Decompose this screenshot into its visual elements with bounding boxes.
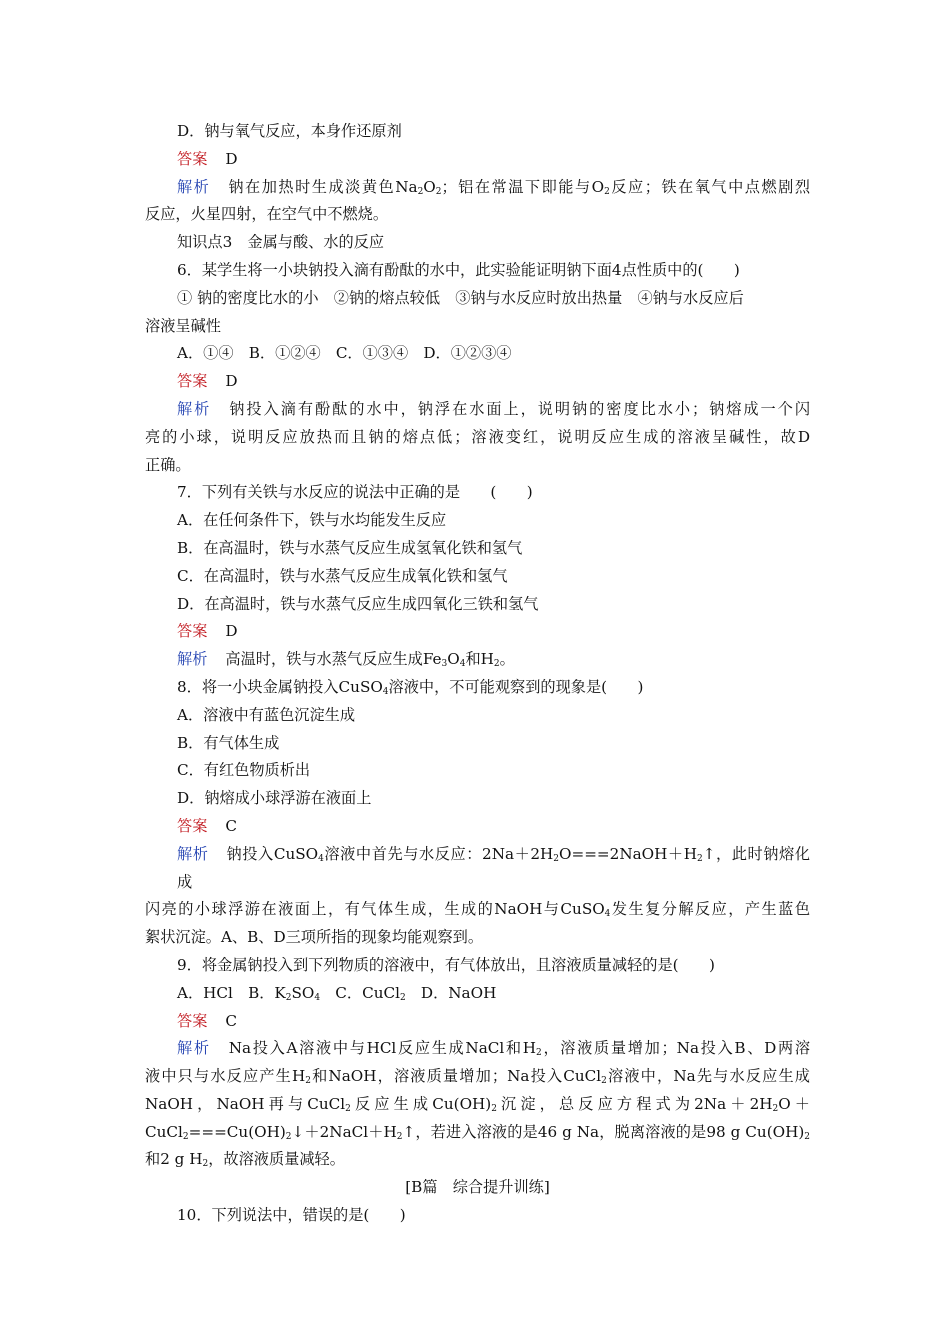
q6-stem: 6．某学生将一小块钠投入滴有酚酞的水中，此实验能证明钠下面4点性质中的( ) <box>177 260 740 279</box>
q7-option-b: B．在高温时，铁与水蒸气反应生成氢氧化铁和氢气 <box>177 538 523 557</box>
q9-stem: 9．将金属钠投入到下列物质的溶液中，有气体放出，且溶液质量减轻的是( ) <box>177 955 715 974</box>
answer-value: D <box>225 372 238 391</box>
answer-value: C <box>225 816 237 835</box>
q7-option-d: D．在高温时，铁与水蒸气反应生成四氧化三铁和氢气 <box>177 594 539 613</box>
analysis-tag: 解析 <box>177 844 209 863</box>
q5-answer <box>145 146 810 174</box>
q6-analysis-line1: 解析 钠投入滴有酚酞的水中，钠浮在水面上，说明钠的密度比水小；钠熔成一个闪 <box>177 399 811 418</box>
section-b-heading: [B篇 综合提升训练] <box>405 1178 550 1197</box>
q6-answer <box>145 368 810 396</box>
q8-answer <box>145 813 810 841</box>
q9-analysis-line3: NaOH，NaOH再与CuCl$_2$反应生成$Cu(OH)_2$沉淀，总反应方程式为$2Na+2H_2O+$ <box>145 1094 810 1114</box>
q6-properties-line1: ① 钠的密度比水的小 ②钠的熔点较低 ③钠与水反应时放出热量 ④钠与水反应后 <box>177 288 744 307</box>
q9-analysis-line4: $CuCl_2===Cu(OH)_2↓+2NaCl+H_2↑$，若进入溶液的是46 g Na，脱离溶液的是98 g $Cu(OH)_2$ <box>145 1122 810 1142</box>
answer-tag: 答案 <box>177 372 208 391</box>
q9-analysis-line5: 和2 g $H_2$，故溶液质量减轻。 <box>145 1150 345 1170</box>
q9-analysis-line2: 液中只与水反应产生$H_2$和NaOH，溶液质量增加；Na投入CuCl$_2$溶液中，Na先与水反应生成 <box>145 1067 810 1087</box>
answer-tag: 答案 <box>177 149 208 168</box>
q6-analysis-line3: 正确。 <box>145 455 191 474</box>
q7-analysis: 解析 高温时，铁与水蒸气反应生成$Fe_3O_4$和$H_2$。 <box>177 650 515 670</box>
q6-analysis-line2: 亮的小球，说明反应放热而且钠的熔点低；溶液变红，说明反应生成的溶液呈碱性，故D <box>145 427 810 446</box>
q5-option-d: D．钠与氧气反应，本身作还原剂 <box>177 122 402 140</box>
section-knowledge-3: 知识点3 金属与酸、水的反应 <box>177 233 385 252</box>
q8-option-b: B．有气体生成 <box>177 733 280 752</box>
q8-stem: 8．将一小块金属钠投入CuSO$_4$溶液中，不可能观察到的现象是( ) <box>177 677 644 697</box>
answer-value: D <box>225 622 238 641</box>
answer-tag: 答案 <box>177 816 208 835</box>
answer-value: C <box>225 1011 237 1030</box>
answer-tag: 答案 <box>177 1011 208 1030</box>
q7-option-c: C．在高温时，铁与水蒸气反应生成氧化铁和氢气 <box>177 566 508 585</box>
q6-options: A．①④ B．①②④ C．①③④ D．①②③④ <box>177 344 512 363</box>
q5-analysis-line2: 反应，火星四射，在空气中不燃烧。 <box>145 205 388 224</box>
answer-value: D <box>225 149 238 168</box>
analysis-tag: 解析 <box>177 399 212 418</box>
analysis-tag: 解析 <box>177 650 208 669</box>
q8-option-d: D．钠熔成小球浮游在液面上 <box>177 789 372 808</box>
analysis-tag: 解析 <box>177 177 211 196</box>
q8-analysis-line2: 闪亮的小球浮游在液面上，有气体生成，生成的NaOH与CuSO$_4$发生复分解反应，产生蓝色 <box>145 900 811 920</box>
analysis-tag: 解析 <box>177 1039 211 1058</box>
q6-properties-line2: 溶液呈碱性 <box>145 316 221 335</box>
q8-option-a: A．溶液中有蓝色沉淀生成 <box>177 705 356 724</box>
q10-stem: 10．下列说法中，错误的是( ) <box>177 1206 406 1225</box>
q5-analysis-line1: 解析 钠在加热时生成淡黄色$Na_2O_2$；铝在常温下即能与$O_2$反应；铁在氧气中点燃剧烈 <box>177 177 811 197</box>
q9-options: A．HCl B．$K_2SO_4$ C．CuCl$_2$ D．NaOH <box>177 983 497 1003</box>
q8-option-c: C．有红色物质析出 <box>177 761 311 780</box>
q7-option-a: A．在任何条件下，铁与水均能发生反应 <box>177 511 447 530</box>
q9-answer <box>145 1008 810 1036</box>
document-page <box>145 118 810 1230</box>
q7-answer <box>145 618 810 646</box>
answer-tag: 答案 <box>177 622 208 641</box>
q8-analysis-line3: 絮状沉淀。A、B、D三项所指的现象均能观察到。 <box>145 928 484 947</box>
q7-stem: 7．下列有关铁与水反应的说法中正确的是 ( ) <box>177 483 533 502</box>
q9-analysis-line1: 解析 Na投入A溶液中与HCl反应生成NaCl和$H_2$，溶液质量增加；Na投入B、D两溶 <box>177 1039 811 1059</box>
q8-analysis-line1: 解析 钠投入CuSO$_4$溶液中首先与水反应：$2Na+2H_2O===2NaOH+H_2↑$，此时钠熔化成 <box>177 844 810 891</box>
